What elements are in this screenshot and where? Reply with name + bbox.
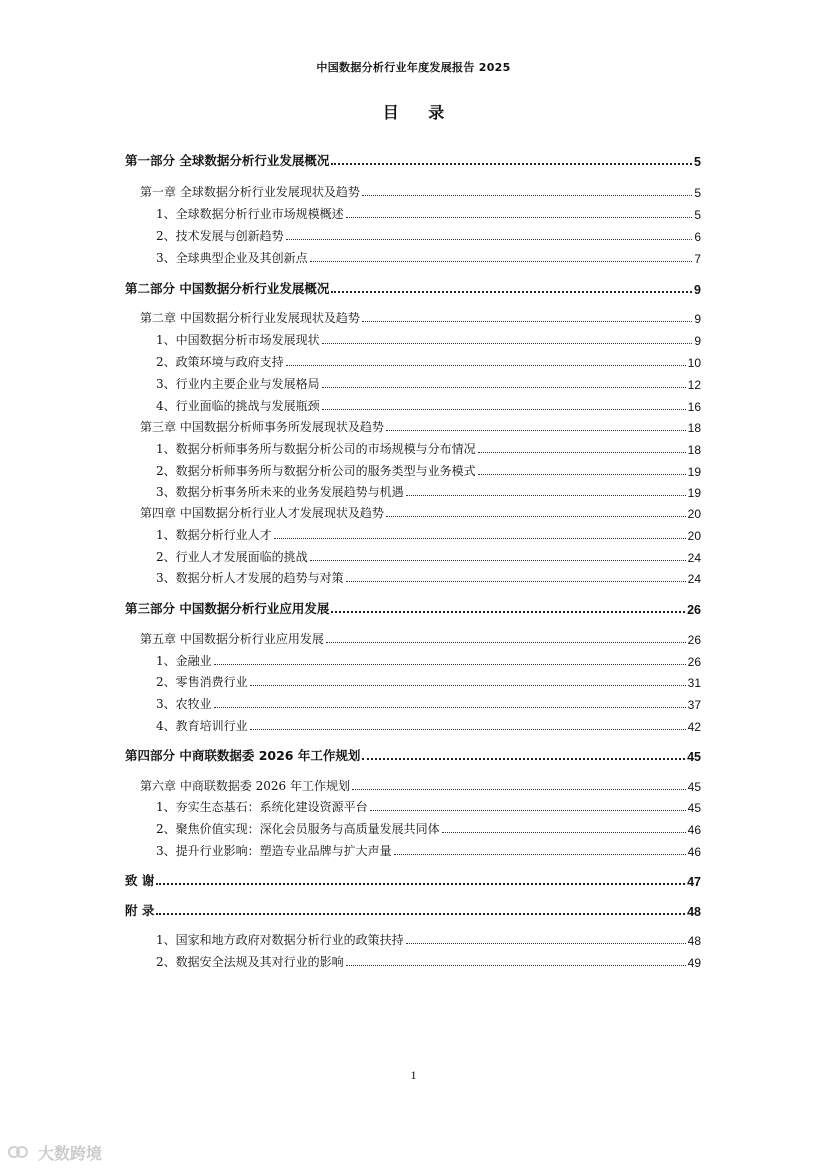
toc-entry-label: 2、聚焦价值实现：深化会员服务与高质量发展共同体 xyxy=(156,822,440,836)
toc-entry-page: 45 xyxy=(687,780,701,794)
toc-dot-leader xyxy=(362,195,692,196)
toc-dot-leader xyxy=(156,913,685,915)
toc-entry-label: 3、数据分析人才发展的趋势与对策 xyxy=(156,571,344,585)
toc-entry-label: 1、国家和地方政府对数据分析行业的政策扶持 xyxy=(156,933,404,947)
toc-dot-leader xyxy=(214,707,686,708)
toc-dot-leader xyxy=(352,789,686,790)
toc-entry[interactable] xyxy=(156,462,701,479)
toc-dot-leader xyxy=(406,495,686,496)
toc-entry[interactable] xyxy=(156,652,701,669)
toc-dot-leader xyxy=(286,365,686,366)
toc-entry-page: 20 xyxy=(687,507,701,521)
toc-entry-page: 12 xyxy=(687,378,701,392)
toc-dot-leader xyxy=(322,409,686,410)
toc-dot-leader xyxy=(250,685,686,686)
toc-entry[interactable] xyxy=(140,418,701,435)
toc-entry-page: 24 xyxy=(687,572,701,586)
toc-dot-leader xyxy=(286,239,693,240)
toc-entry-page: 37 xyxy=(687,698,701,712)
watermark xyxy=(8,1141,102,1164)
toc-entry[interactable] xyxy=(156,483,701,500)
toc-entry-page: 45 xyxy=(687,750,701,764)
toc-entry[interactable] xyxy=(140,183,701,200)
toc-entry-page: 31 xyxy=(687,676,701,690)
toc-dot-leader xyxy=(326,642,686,643)
toc-entry-label: 第二部分 中国数据分析行业发展概况 xyxy=(125,281,330,296)
toc-entry-page: 48 xyxy=(687,905,701,919)
toc-entry-page: 19 xyxy=(687,486,701,500)
toc-entry[interactable] xyxy=(156,548,701,565)
toc-entry-label: 2、技术发展与创新趋势 xyxy=(156,229,284,243)
toc-entry-label: 2、政策环境与政府支持 xyxy=(156,355,284,369)
toc-entry[interactable] xyxy=(156,717,701,734)
toc-dot-leader xyxy=(406,943,686,944)
toc-entry-label: 第六章 中商联数据委 2026 年工作规划 xyxy=(140,779,350,793)
toc-entry-label: 第三章 中国数据分析师事务所发展现状及趋势 xyxy=(140,420,384,434)
toc-entry-label: 1、夯实生态基石：系统化建设资源平台 xyxy=(156,800,368,814)
toc-entry-label: 1、数据分析行业人才 xyxy=(156,528,272,542)
toc-entry-page: 19 xyxy=(687,465,701,479)
toc-entry-page: 45 xyxy=(687,801,701,815)
toc-entry-label: 3、农牧业 xyxy=(156,697,212,711)
toc-entry-label: 3、提升行业影响：塑造专业品牌与扩大声量 xyxy=(156,844,392,858)
report-header: 中国数据分析行业年度发展报告 2025 xyxy=(316,61,511,74)
toc-entry[interactable] xyxy=(156,953,701,970)
toc-dot-leader xyxy=(331,611,685,613)
toc-entry[interactable] xyxy=(125,872,701,889)
toc-entry[interactable] xyxy=(125,280,701,297)
toc-entry[interactable] xyxy=(156,227,701,244)
toc-entry-label: 第一部分 全球数据分析行业发展概况 xyxy=(125,153,330,168)
toc-entry-label: 3、全球典型企业及其创新点 xyxy=(156,251,308,265)
toc-entry-page: 6 xyxy=(694,230,701,244)
toc-entry-label: 3、数据分析事务所未来的业务发展趋势与机遇 xyxy=(156,485,404,499)
toc-entry[interactable] xyxy=(125,902,701,919)
watermark-text: 大数跨境 xyxy=(38,1144,103,1163)
toc-entry[interactable] xyxy=(156,440,701,457)
toc-dot-leader xyxy=(250,729,686,730)
toc-entry-page: 46 xyxy=(687,845,701,859)
toc-entry[interactable] xyxy=(156,798,701,815)
toc-entry[interactable] xyxy=(156,397,701,414)
toc-dot-leader xyxy=(442,832,686,833)
toc-dot-leader xyxy=(386,516,686,517)
toc-entry[interactable] xyxy=(156,249,701,266)
toc-entry-page: 5 xyxy=(694,186,701,200)
toc-dot-leader xyxy=(370,810,686,811)
page-title: 目 录 xyxy=(382,103,457,122)
toc-entry[interactable] xyxy=(156,931,701,948)
toc-entry-page: 5 xyxy=(694,208,701,222)
toc-entry[interactable] xyxy=(156,353,701,370)
toc-entry-page: 26 xyxy=(687,603,701,617)
toc-entry-label: 2、行业人才发展面临的挑战 xyxy=(156,550,308,564)
toc-entry[interactable] xyxy=(156,695,701,712)
toc-dot-leader xyxy=(322,387,686,388)
toc-entry-page: 9 xyxy=(694,283,701,297)
toc-entry-label: 4、行业面临的挑战与发展瓶颈 xyxy=(156,399,320,413)
toc-dot-leader xyxy=(346,965,686,966)
toc-entry-label: 2、数据安全法规及其对行业的影响 xyxy=(156,955,344,969)
toc-entry[interactable] xyxy=(125,600,701,617)
toc-dot-leader xyxy=(346,217,693,218)
toc-entry-page: 49 xyxy=(687,956,701,970)
toc-entry[interactable] xyxy=(156,375,701,392)
toc-entry-label: 2、数据分析师事务所与数据分析公司的服务类型与业务模式 xyxy=(156,464,476,478)
toc-entry-label: 第四章 中国数据分析行业人才发展现状及趋势 xyxy=(140,506,384,520)
toc-entry-label: 致 谢 xyxy=(125,873,155,888)
watermark-logo-icon xyxy=(8,1144,34,1162)
toc-entry-label: 1、全球数据分析行业市场规模概述 xyxy=(156,207,344,221)
toc-entry-page: 24 xyxy=(687,551,701,565)
toc-entry[interactable] xyxy=(140,777,701,794)
toc-entry[interactable] xyxy=(156,842,701,859)
toc-entry-label: 1、中国数据分析市场发展现状 xyxy=(156,333,320,347)
toc-entry-label: 第四部分 中商联数据委 2026 年工作规划 xyxy=(125,748,361,763)
toc-dot-leader xyxy=(322,343,693,344)
toc-entry[interactable] xyxy=(140,504,701,521)
toc-entry-page: 26 xyxy=(687,655,701,669)
toc-entry-page: 16 xyxy=(687,400,701,414)
toc-dot-leader xyxy=(274,538,686,539)
toc-entry-page: 42 xyxy=(687,720,701,734)
toc-entry-page: 48 xyxy=(687,934,701,948)
toc-entry[interactable] xyxy=(156,526,701,543)
toc-entry[interactable] xyxy=(156,205,701,222)
toc-entry-label: 4、教育培训行业 xyxy=(156,719,248,733)
toc-dot-leader xyxy=(310,560,686,561)
toc-dot-leader xyxy=(214,664,686,665)
toc-dot-leader xyxy=(331,163,692,165)
toc-entry-label: 3、行业内主要企业与发展格局 xyxy=(156,377,320,391)
toc-entry-label: 第二章 中国数据分析行业发展现状及趋势 xyxy=(140,311,360,325)
toc-entry-page: 26 xyxy=(687,633,701,647)
toc-entry[interactable] xyxy=(156,673,701,690)
toc-entry-page: 18 xyxy=(687,421,701,435)
toc-dot-leader xyxy=(310,261,693,262)
toc-entry-page: 46 xyxy=(687,823,701,837)
toc-entry-label: 第一章 全球数据分析行业发展现状及趋势 xyxy=(140,185,360,199)
toc-entry-label: 1、数据分析师事务所与数据分析公司的市场规模与分布情况 xyxy=(156,442,476,456)
toc-entry-label: 2、零售消费行业 xyxy=(156,675,248,689)
toc-entry[interactable] xyxy=(140,630,701,647)
toc-dot-leader xyxy=(362,758,685,760)
toc-entry-label: 附 录 xyxy=(125,903,155,918)
toc-dot-leader xyxy=(331,291,692,293)
page-number: 1 xyxy=(410,1068,417,1082)
toc-entry[interactable] xyxy=(156,820,701,837)
toc-entry[interactable] xyxy=(125,152,701,169)
toc-entry-page: 7 xyxy=(694,252,701,266)
toc-dot-leader xyxy=(386,430,686,431)
toc-entry-label: 第三部分 中国数据分析行业应用发展 xyxy=(125,601,330,616)
toc-dot-leader xyxy=(156,883,685,885)
toc-dot-leader xyxy=(394,854,686,855)
toc-dot-leader xyxy=(346,581,686,582)
toc-entry[interactable] xyxy=(125,747,701,764)
toc-dot-leader xyxy=(478,452,686,453)
toc-dot-leader xyxy=(362,321,692,322)
toc-entry-page: 10 xyxy=(687,356,701,370)
toc-entry-page: 47 xyxy=(687,875,701,889)
toc-entry-page: 9 xyxy=(694,334,701,348)
toc-entry-label: 第五章 中国数据分析行业应用发展 xyxy=(140,632,324,646)
toc-entry-label: 1、金融业 xyxy=(156,654,212,668)
toc-entry-page: 20 xyxy=(687,529,701,543)
toc-entry[interactable] xyxy=(156,331,701,348)
toc-entry-page: 18 xyxy=(687,443,701,457)
toc-dot-leader xyxy=(478,474,686,475)
toc-entry-page: 5 xyxy=(694,155,701,169)
toc-entry[interactable] xyxy=(140,309,701,326)
toc-entry-page: 9 xyxy=(694,312,701,326)
toc-entry[interactable] xyxy=(156,569,701,586)
